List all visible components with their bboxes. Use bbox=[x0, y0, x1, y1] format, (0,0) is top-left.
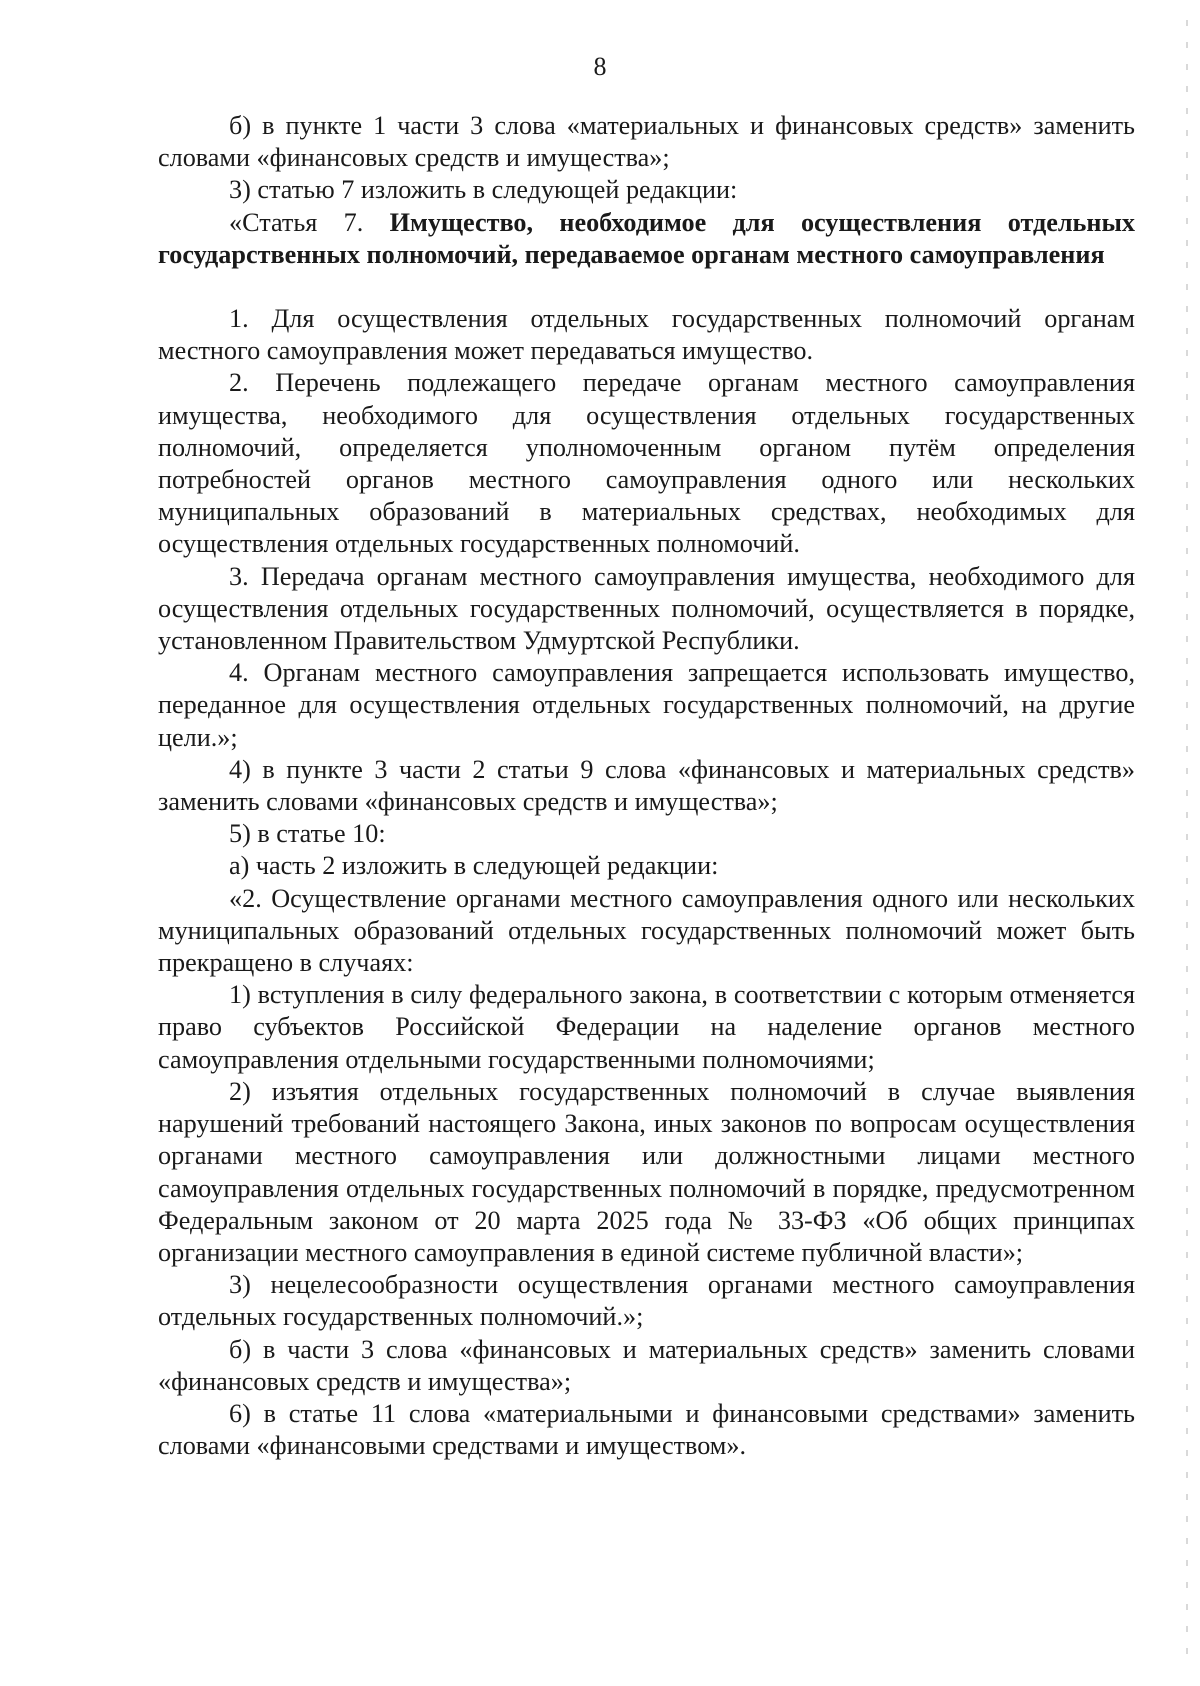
article-heading bbox=[158, 207, 1135, 271]
paragraph-4: 2. Перечень подлежащего передаче органам местного самоуправления имущества, необходимого для осуществления отдельных государственных полномочий, определяется уполномоченным органом путём определения потребностей органов местного самоуправления одного или нескольких муниципальных образований в материальных средствах, необходимых для осуществления отдельных государственных полномочий. bbox=[158, 368, 1135, 559]
paragraph-14: б) в части 3 слова «финансовых и материальных средств» заменить словами «финансовых средств и имущества»; bbox=[158, 1334, 1135, 1396]
paragraph-11: 1) вступления в силу федерального закона, в соответствии с которым отменяется право субъектов Российской Федерации на наделение органов местного самоуправления отдельными государственными полномочиями; bbox=[158, 980, 1135, 1074]
paragraph-8: 5) в статье 10: bbox=[229, 819, 386, 849]
paragraph-2: 3) статью 7 изложить в следующей редакции: bbox=[229, 175, 738, 205]
document-body bbox=[158, 110, 1135, 1462]
paragraph-12: 2) изъятия отдельных государственных полномочий в случае выявления нарушений требований настоящего Закона, иных законов по вопросам осуществления органами местного самоуправления или должностными лицами местного самоуправления отдельных государственных полномочий в порядке, предусмотренном Федеральным законом от 20 марта 2025 года № 33-ФЗ «Об общих принципах организации местного самоуправления в единой системе публичной власти»; bbox=[158, 1076, 1135, 1267]
paragraph-1: б) в пункте 1 части 3 слова «материальных и финансовых средств» заменить словами «финансовых средств и имущества»; bbox=[158, 111, 1135, 173]
article-heading-title: Имущество, необходимое для осуществления отдельных государственных полномочий, передаваемое органам местного самоуправления bbox=[158, 207, 1136, 269]
paragraph-5: 3. Передача органам местного самоуправления имущества, необходимого для осуществления отдельных государственных полномочий, осуществляется в порядке, установленном Правительством Удмуртской Республики. bbox=[158, 561, 1135, 656]
paragraph-15: 6) в статье 11 слова «материальными и финансовыми средствами» заменить словами «финансовыми средствами и имуществом». bbox=[158, 1398, 1135, 1461]
paragraph-3: 1. Для осуществления отдельных государственных полномочий органам местного самоуправления может передаваться имущество. bbox=[158, 304, 1135, 366]
paragraph-9: а) часть 2 изложить в следующей редакции: bbox=[229, 851, 719, 881]
page-number: 8 bbox=[593, 52, 607, 81]
scan-edge-mark bbox=[1186, 20, 1188, 1660]
paragraph-7: 4) в пункте 3 части 2 статьи 9 слова «финансовых и материальных средств» заменить словами «финансовых средств и имущества»; bbox=[158, 754, 1135, 817]
paragraph-6: 4. Органам местного самоуправления запрещается использовать имущество, переданное для осуществления отдельных государственных полномочий, на другие цели.»; bbox=[158, 658, 1135, 752]
article-heading-prefix: «Статья 7. bbox=[229, 207, 390, 237]
paragraph-13: 3) нецелесообразности осуществления органами местного самоуправления отдельных государственных полномочий.»; bbox=[158, 1270, 1135, 1332]
paragraph-10: «2. Осуществление органами местного самоуправления одного или нескольких муниципальных образований отдельных государственных полномочий может быть прекращено в случаях: bbox=[158, 883, 1135, 978]
blank-line bbox=[158, 271, 1135, 303]
